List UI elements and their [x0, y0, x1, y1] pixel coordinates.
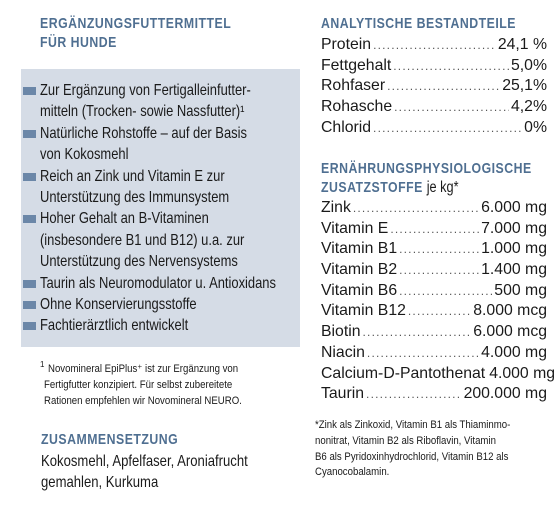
benefit-item: [22, 123, 297, 166]
dot-leader: [390, 219, 479, 240]
benefit-text: von Kokosmehl: [40, 146, 129, 164]
dot-leader: [363, 322, 472, 343]
analysis-row: [321, 118, 547, 139]
additive-row: [321, 384, 547, 405]
footnote-line: Novomineral EpiPlus⁺ ist zur Ergänzung von: [47, 363, 238, 375]
additive-row-label: Vitamin B6: [321, 281, 398, 299]
dot-leader: [399, 281, 492, 302]
additive-row: [321, 260, 547, 281]
benefit-text: Unterstützung des Nervensystems: [40, 253, 238, 271]
dot-leader: [393, 56, 509, 77]
analysis-row-label: Chlorid: [321, 118, 372, 136]
product-title-line-1: ERGÄNZUNGSFUTTERMITTEL: [40, 15, 232, 32]
benefit-text: Fachtierärztlich entwickelt: [40, 317, 189, 335]
analysis-table: [321, 35, 547, 138]
benefit-item: [22, 273, 297, 294]
additive-row-label: Vitamin B2: [321, 261, 398, 279]
additives-title-line-2: ZUSATZSTOFFE je kg*: [321, 179, 459, 196]
additive-row-label: Vitamin B1: [321, 240, 398, 258]
composition-line: gemahlen, Kurkuma: [41, 473, 159, 491]
additives-footnote-line: Cyanocobalamin.: [315, 466, 390, 479]
additive-row-value: 8.000 mcg: [473, 302, 547, 320]
dot-leader: [366, 384, 462, 405]
additive-row-label: Zink: [321, 199, 351, 216]
benefit-text: Taurin als Neuromodulator u. Antioxidans: [40, 274, 276, 292]
additives-title: [321, 159, 558, 197]
dot-leader: [353, 198, 479, 219]
dot-leader: [408, 301, 471, 322]
additive-row-value: 4.000 mg: [481, 343, 547, 361]
footnote-line: Rationen empfehlen wir Novomineral NEURO.: [44, 394, 242, 407]
analysis-row-value: 25,1%: [502, 77, 547, 95]
benefit-item: [22, 208, 297, 272]
footnote-marker: 1: [40, 360, 45, 369]
additive-row-value: 1.400 mg: [481, 261, 547, 279]
benefit-text: Natürliche Rohstoffe – auf der Basis: [40, 124, 247, 142]
analysis-row-label: Rohfaser: [321, 77, 386, 95]
bullet-square-icon: [23, 280, 36, 288]
bullet-square-icon: [23, 322, 36, 330]
additive-row: [321, 364, 556, 385]
benefit-text: (insbesondere B1 und B12) u.a. zur: [40, 231, 245, 249]
bullet-square-icon: [23, 87, 36, 95]
additive-row-value: 6.000 mg: [481, 199, 547, 216]
dot-leader: [399, 260, 479, 281]
benefit-item: [22, 294, 297, 315]
additive-row: [321, 198, 547, 219]
benefit-text: Unterstützung des Immunsystem: [40, 189, 230, 207]
benefit-text: Zur Ergänzung von Fertigalleinfutter-: [40, 82, 251, 99]
additive-row-value: 7.000 mg: [481, 219, 547, 237]
benefit-text: mitteln (Trocken- sowie Nassfutter)¹: [40, 103, 245, 121]
analysis-row-value: 4,2%: [510, 98, 547, 116]
additive-row: [321, 219, 547, 240]
additive-row-label: Taurin: [321, 385, 365, 403]
analysis-row-label: Protein: [321, 36, 372, 53]
analysis-row-label: Rohasche: [321, 98, 393, 116]
composition-line: Kokosmehl, Apfelfaser, Aroniafrucht: [41, 453, 248, 470]
bullet-square-icon: [23, 215, 36, 223]
analysis-row: [321, 35, 547, 56]
additive-row-label: Calcium-D-Pantothenat: [321, 364, 486, 382]
benefit-text: Reich an Zink und Vitamin E zur: [40, 167, 225, 185]
additives-footnote: [315, 418, 547, 481]
additive-row-value: 500 mg: [494, 281, 547, 299]
additive-row-label: Biotin: [321, 323, 361, 341]
additive-row-value: 200.000 mg: [463, 385, 547, 403]
footnote-line: Fertigfutter konzipiert. Für selbst zubereitete: [44, 378, 233, 391]
analysis-row: [321, 97, 547, 118]
additive-row: [321, 301, 547, 322]
additive-row-label: Vitamin E: [321, 219, 389, 237]
benefit-item: [22, 166, 297, 209]
additive-row: [321, 239, 547, 260]
additives-table: [321, 198, 556, 405]
additive-row-value: 4.000 mg: [489, 364, 556, 382]
product-title: [40, 14, 273, 52]
additive-row-value: 6.000 mcg: [473, 323, 547, 341]
analysis-row: [321, 56, 547, 77]
additive-row-label: Niacin: [321, 343, 365, 361]
bullet-square-icon: [23, 301, 36, 309]
product-footnote: [40, 357, 302, 409]
dot-leader: [373, 35, 496, 56]
dot-leader: [399, 239, 479, 260]
benefit-text: Ohne Konservierungsstoffe: [40, 296, 197, 314]
analysis-row-value: 24,1 %: [497, 36, 547, 53]
additives-title-line-1: ERNÄHRUNGSPHYSIOLOGISCHE: [321, 160, 532, 177]
additives-footnote-line: nonitrat, Vitamin B2 als Riboflavin, Vitamin: [315, 434, 496, 447]
additives-title-unit: je kg*: [426, 179, 459, 196]
analysis-row-value: 5,0%: [510, 56, 547, 74]
additive-row: [321, 322, 547, 343]
analysis-title: ANALYTISCHE BESTANDTEILE: [321, 15, 516, 32]
bullet-square-icon: [23, 130, 36, 138]
product-title-line-2: FÜR HUNDE: [40, 34, 117, 51]
dot-leader: [387, 76, 500, 97]
additives-footnote-line: *Zink als Zinkoxid, Vitamin B1 als Thiaminmo-: [315, 419, 511, 431]
additive-row-value: 1.000 mg: [481, 240, 547, 258]
additive-row: [321, 281, 547, 302]
additive-row-label: Vitamin B12: [321, 302, 406, 320]
benefit-text: Hoher Gehalt an B-Vitaminen: [40, 210, 209, 228]
dot-leader: [373, 118, 522, 139]
analysis-row-label: Fettgehalt: [321, 56, 392, 74]
additives-footnote-line: B6 als Pyridoxinhydrochlorid, Vitamin B12 als: [315, 450, 509, 463]
benefits-list: [22, 80, 297, 337]
composition-text: [41, 452, 301, 493]
dot-leader: [367, 343, 479, 364]
bullet-square-icon: [23, 173, 36, 181]
dot-leader: [394, 97, 509, 118]
analysis-row: [321, 76, 547, 97]
benefit-item: [22, 80, 297, 123]
composition-title: ZUSAMMENSETZUNG: [41, 431, 179, 448]
analysis-row-value: 0%: [524, 118, 547, 136]
benefit-item: [22, 315, 297, 336]
additive-row: [321, 343, 547, 364]
